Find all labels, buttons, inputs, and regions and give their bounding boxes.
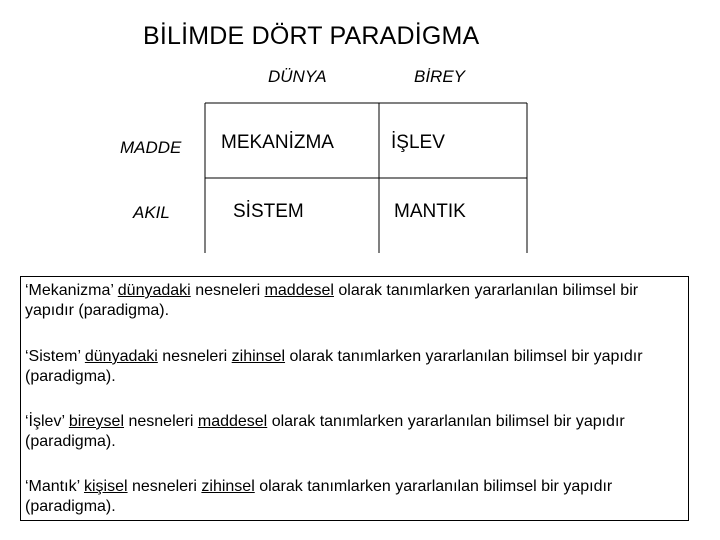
definitions-box xyxy=(20,276,689,521)
definition-mantik xyxy=(25,477,690,517)
definition-term: ‘Mantık’ xyxy=(25,478,80,495)
definition-middle: nesneleri xyxy=(132,478,197,495)
definition-term: ‘Sistem’ xyxy=(25,348,81,365)
definition-islev xyxy=(25,412,690,452)
definition-subject: bireysel xyxy=(68,413,125,430)
definition-rest: olarak tanımlarken yararlanılan bilimsel bir yapıdır (paradigma). xyxy=(25,282,639,319)
definition-subject: dünyadaki xyxy=(117,282,191,299)
cell-mekanizma: MEKANİZMA xyxy=(221,132,334,153)
definition-middle: nesneleri xyxy=(195,282,261,299)
definition-rest: olarak tanımlarken yararlanılan bilimsel bir yapıdır (paradigma). xyxy=(25,478,613,515)
column-header-birey: BİREY xyxy=(414,67,466,86)
cell-sistem: SİSTEM xyxy=(233,201,304,222)
definition-rest: olarak tanımlarken yararlanılan bilimsel bir yapıdır (paradigma). xyxy=(25,348,643,385)
cell-islev: İŞLEV xyxy=(391,132,445,153)
page-title: BİLİMDE DÖRT PARADİGMA xyxy=(143,22,480,50)
definition-subject: dünyadaki xyxy=(84,348,158,365)
row-header-akil: AKIL xyxy=(133,203,170,222)
definition-qualifier: zihinsel xyxy=(231,348,286,365)
definition-middle: nesneleri xyxy=(162,348,228,365)
definition-sistem xyxy=(25,347,690,387)
definition-rest: olarak tanımlarken yararlanılan bilimsel bir yapıdır (paradigma). xyxy=(25,413,625,450)
definition-subject: kişisel xyxy=(83,478,128,495)
definition-qualifier: maddesel xyxy=(197,413,268,430)
row-header-madde: MADDE xyxy=(120,138,182,157)
definition-middle: nesneleri xyxy=(128,413,194,430)
definition-mekanizma xyxy=(25,281,690,321)
cell-mantik: MANTIK xyxy=(394,201,466,222)
definition-qualifier: maddesel xyxy=(264,282,334,299)
definition-term: ‘Mekanizma’ xyxy=(25,282,114,299)
definition-qualifier: zihinsel xyxy=(201,478,255,495)
definition-term: ‘İşlev’ xyxy=(25,413,65,430)
column-header-dunya: DÜNYA xyxy=(268,67,327,86)
